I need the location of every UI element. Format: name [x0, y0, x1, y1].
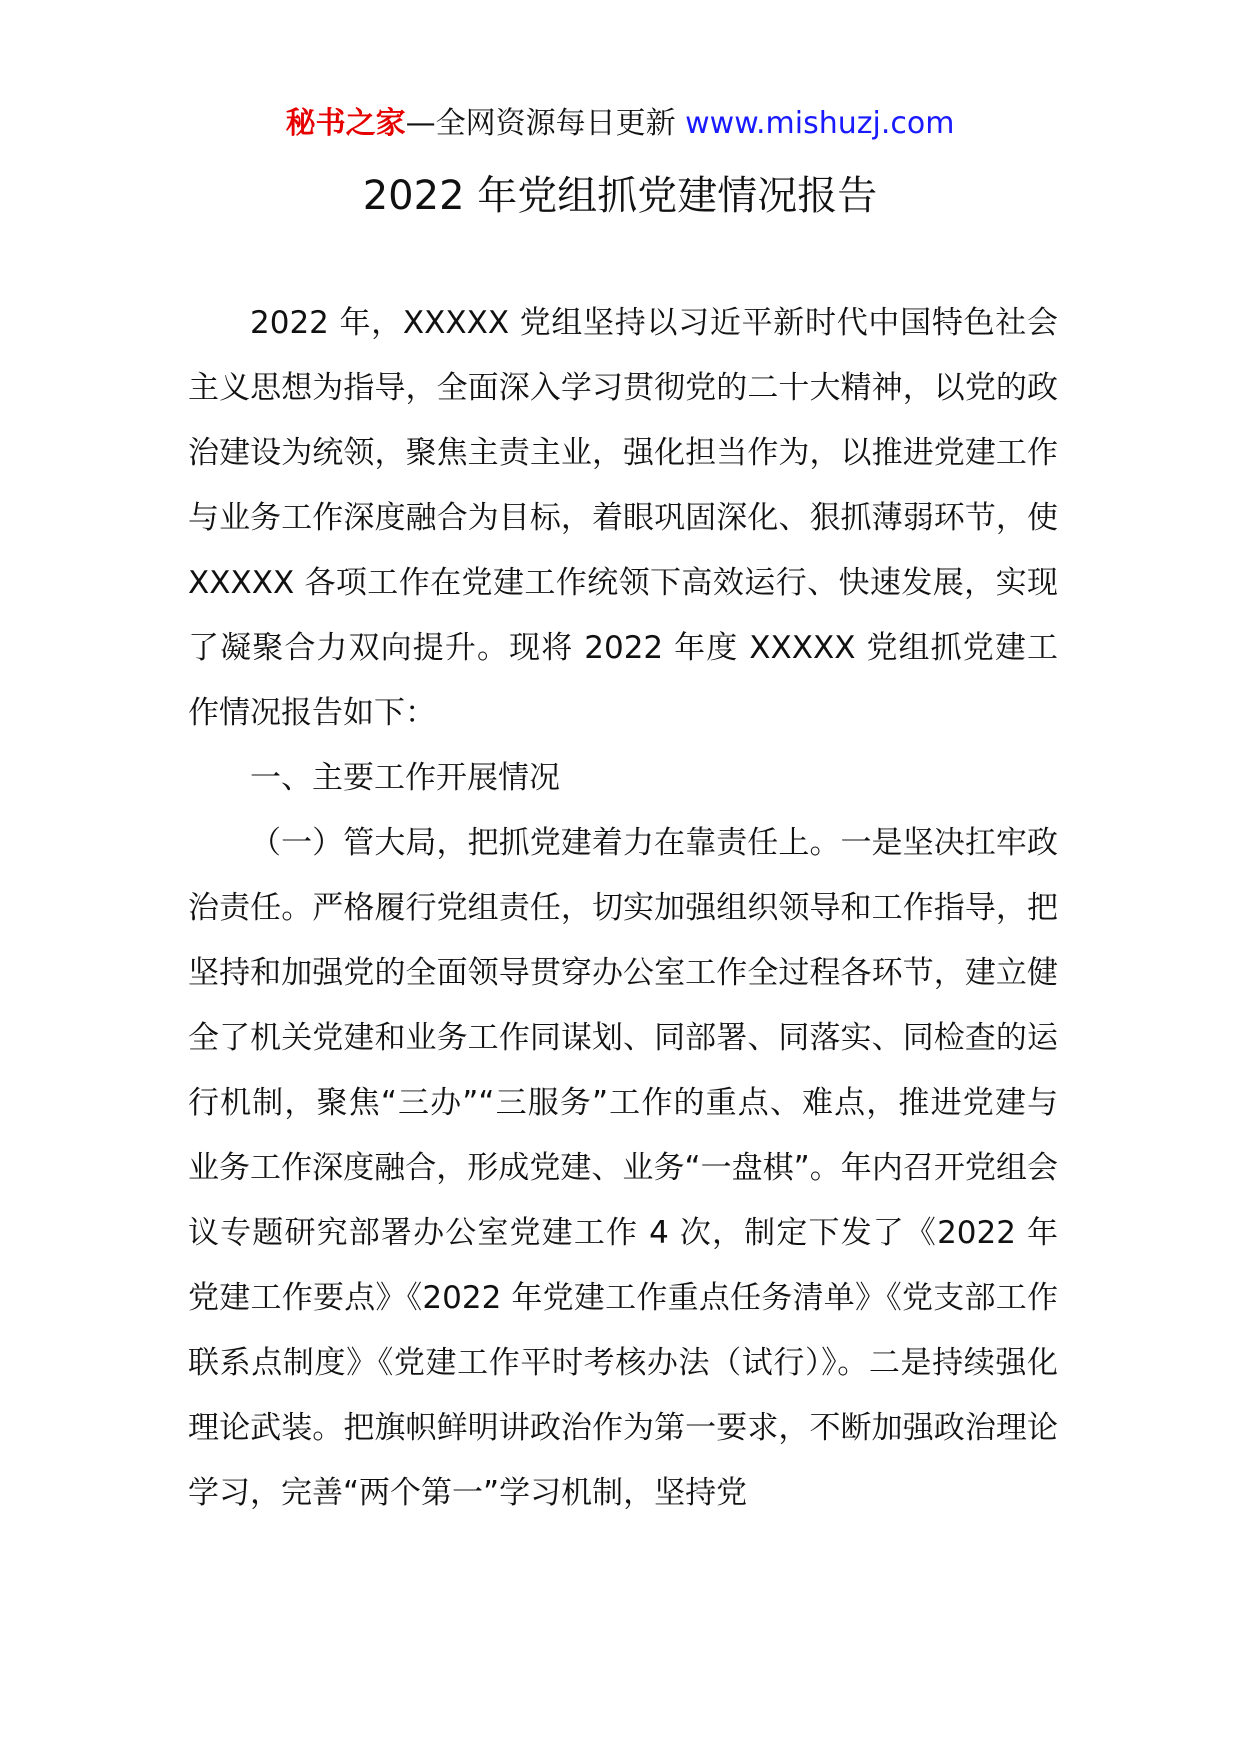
site-slogan: —全网资源每日更新 — [405, 106, 676, 141]
site-url-link[interactable]: www.mishuzj.com — [685, 106, 955, 141]
body-paragraph: （一）管大局，把抓党建着力在靠责任上。一是坚决扛牢政治责任。严格履行党组责任，切实加强组织领导和工作指导，把坚持和加强党的全面领导贯穿办公室工作全过程各环节，建立健全了机关党建和业务工作同谋划、同部署、同落实、同检查的运行机制，聚焦“三办”“三服务”工作的重点、难点，推进党建与业务工作深度融合，形成党建、业务“一盘棋”。年内召开党组会议专题研究部署办公室党建工作 4 次，制定下发了《2022 年党建工作要点》《2022 年党建工作重点任务清单》《党支部工作联系点制度》《党建工作平时考核办法（试行）》。二是持续强化理论武装。把旗帜鲜明讲政治作为第一要求，不断加强政治理论学习，完善“两个第一”学习机制，坚持党 — [188, 825, 1058, 1511]
site-brand: 秘书之家 — [285, 106, 406, 141]
document-body — [188, 291, 1058, 1526]
section-heading: 一、主要工作开展情况 — [250, 760, 560, 796]
intro-paragraph: 2022 年，XXXXX 党组坚持以习近平新时代中国特色社会主义思想为指导，全面深入学习贯彻党的二十大精神，以党的政治建设为统领，聚焦主责主业，强化担当作为，以推进党建工作与业务工作深度融合为目标，着眼巩固深化、狠抓薄弱环节，使 XXXXX 各项工作在党建工作统领下高效运行、快速发展，实现了凝聚合力双向提升。现将 2022 年度 XXXXX 党组抓党建工作情况报告如下： — [188, 305, 1058, 731]
site-header — [0, 104, 1240, 144]
document-title: 2022 年党组抓党建情况报告 — [362, 173, 878, 219]
